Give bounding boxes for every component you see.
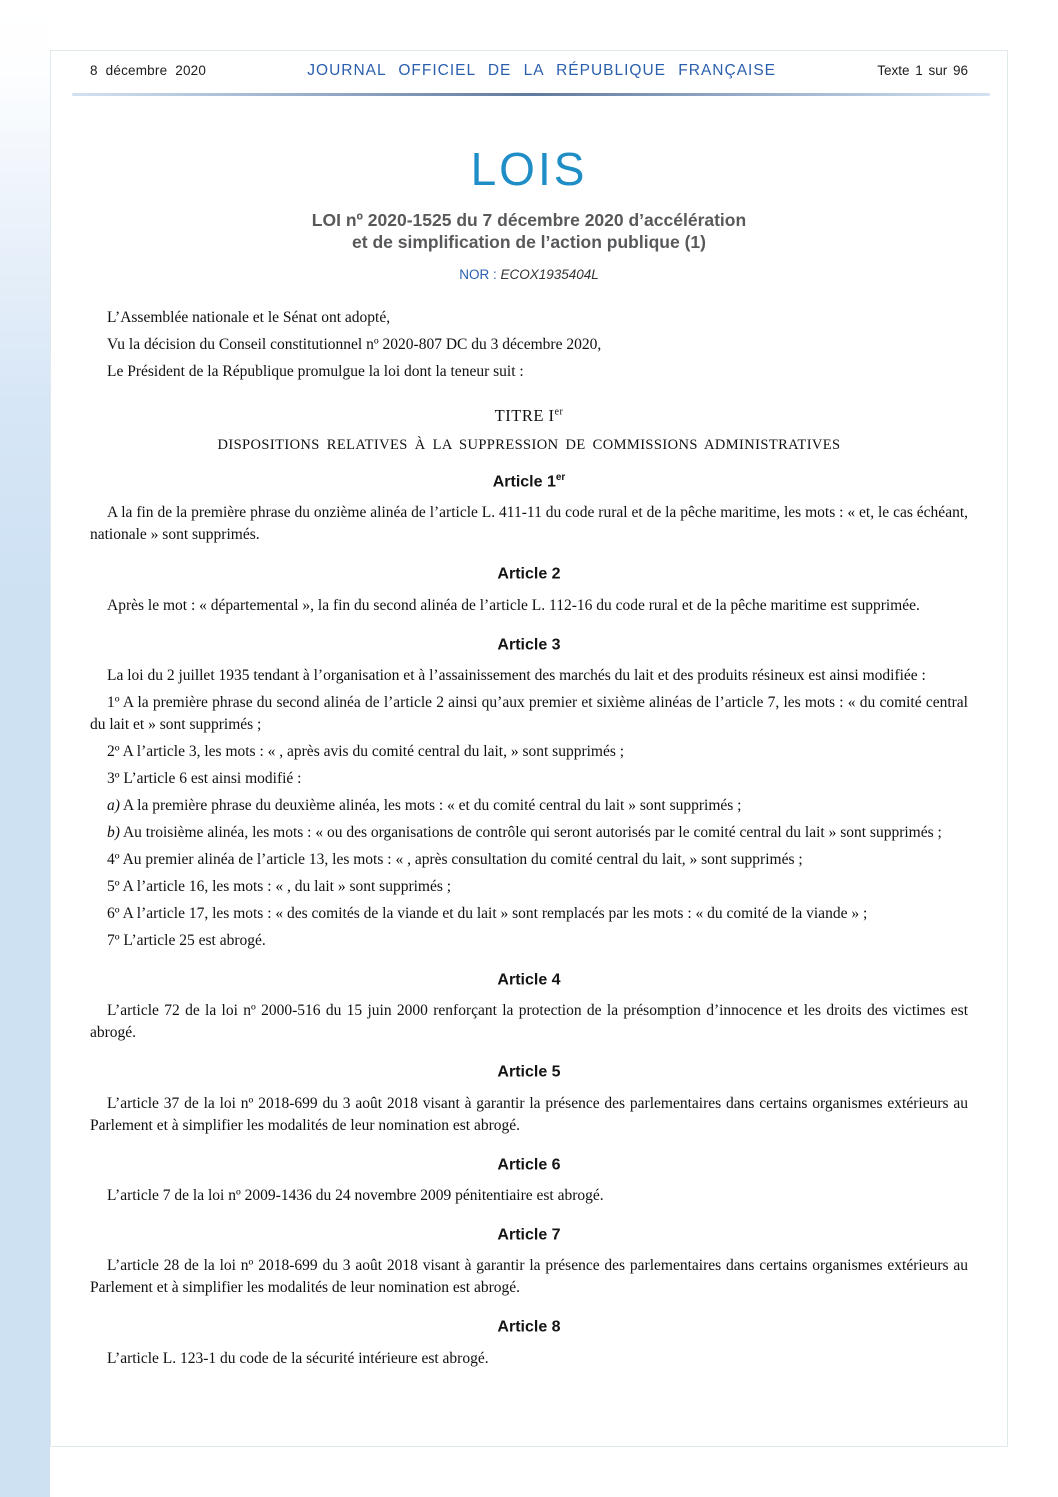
titre-heading bbox=[90, 406, 968, 426]
titre-label-sup: er bbox=[554, 406, 564, 418]
journal-header-title: JOURNAL OFFICIEL DE LA RÉPUBLIQUE FRANÇAISE bbox=[307, 62, 777, 79]
article-body bbox=[90, 1185, 968, 1207]
article-heading: Article 2 bbox=[497, 565, 561, 583]
article-paragraph: L’article 28 de la loi nº 2018-699 du 3 août 2018 visant à garantir la présence des parlementaires dans certains organismes extérieurs au Parlement et à simplifier les modalités de leur nomination est abrogé. bbox=[90, 1257, 968, 1297]
journal-header-date: 8 décembre 2020 bbox=[90, 63, 207, 78]
article-paragraph: 6º A l’article 17, les mots : « des comités de la viande et du lait » sont remplacés par les mots : « du comité de la viande » ; bbox=[107, 904, 868, 922]
article-body bbox=[90, 1348, 968, 1370]
article-body bbox=[90, 595, 968, 617]
preamble-paragraph: L’Assemblée nationale et le Sénat ont adopté, bbox=[107, 309, 391, 326]
document-page bbox=[50, 50, 1008, 1447]
article-heading: Article 3 bbox=[497, 635, 561, 653]
journal-header-ref: Texte 1 sur 96 bbox=[877, 63, 968, 78]
nor-line bbox=[90, 267, 968, 282]
titre-label: TITRE I bbox=[494, 406, 555, 425]
article-paragraph: L’article 37 de la loi nº 2018-699 du 3 août 2018 visant à garantir la présence des parlementaires dans certains organismes extérieurs au Parlement et à simplifier les modalités de leur nomination est abrogé. bbox=[90, 1094, 968, 1134]
article-paragraph: 7º L’article 25 est abrogé. bbox=[107, 931, 266, 949]
article-paragraph: Après le mot : « départemental », la fin du second alinéa de l’article L. 112-16 du code rural et de la pêche maritime est supprimée. bbox=[107, 596, 920, 614]
preamble-paragraph: Le Président de la République promulgue la loi dont la teneur suit : bbox=[107, 363, 524, 380]
article-paragraph: 4º Au premier alinéa de l’article 13, les mots : « , après consultation du comité central du lait, » sont supprimés ; bbox=[107, 850, 803, 868]
article-paragraph: L’article 72 de la loi nº 2000-516 du 15 juin 2000 renforçant la protection de la présomption d’innocence et les droits des victimes est abrogé. bbox=[90, 1002, 968, 1042]
article-heading: Article 7 bbox=[497, 1226, 561, 1244]
article-paragraph: 5º A l’article 16, les mots : « , du lait » sont supprimés ; bbox=[107, 877, 452, 895]
header-rule bbox=[72, 93, 990, 96]
journal-header bbox=[90, 62, 968, 80]
nor-label: NOR : bbox=[459, 267, 501, 282]
article-heading: Article 1er bbox=[492, 472, 566, 491]
law-title bbox=[90, 209, 968, 253]
titre-subtitle: DISPOSITIONS RELATIVES À LA SUPPRESSION DE COMMISSIONS ADMINISTRATIVES bbox=[217, 437, 841, 453]
article-paragraph: L’article 7 de la loi nº 2009-1436 du 24 novembre 2009 pénitentiaire est abrogé. bbox=[107, 1186, 604, 1204]
law-title-line1: LOI nº 2020-1525 du 7 décembre 2020 d’accélération bbox=[311, 210, 747, 230]
left-gradient-band bbox=[0, 0, 50, 1497]
article-paragraph: 3º L’article 6 est ainsi modifié : bbox=[107, 769, 302, 787]
article-body bbox=[90, 665, 968, 952]
article-body bbox=[90, 1000, 968, 1044]
article-paragraph: A la fin de la première phrase du onzième alinéa de l’article L. 411-11 du code rural et de la pêche maritime, les mots : « et, le cas échéant, nationale » sont supprimés. bbox=[90, 504, 968, 544]
preamble bbox=[90, 307, 968, 383]
article-body bbox=[90, 502, 968, 546]
article-heading: Article 5 bbox=[497, 1063, 561, 1081]
article-heading: Article 4 bbox=[497, 971, 561, 989]
section-title-lois: LOIS bbox=[470, 143, 588, 195]
article-paragraph: b) Au troisième alinéa, les mots : « ou des organisations de contrôle qui seront autorisés par le comité central du lait » sont supprimés ; bbox=[107, 823, 942, 841]
article-paragraph: La loi du 2 juillet 1935 tendant à l’organisation et à l’assainissement des marchés du lait et des produits résineux est ainsi modifiée : bbox=[107, 666, 926, 684]
article-paragraph: 1º A la première phrase du second alinéa de l’article 2 ainsi qu’aux premier et sixième alinéas de l’article 7, les mots : « du comité central du lait et » sont supprimés ; bbox=[90, 693, 968, 733]
nor-value: ECOX1935404L bbox=[500, 267, 599, 282]
article-paragraph: a) A la première phrase du deuxième alinéa, les mots : « et du comité central du lait » sont supprimés ; bbox=[107, 796, 742, 814]
article-body bbox=[90, 1255, 968, 1299]
law-title-line2: et de simplification de l’action publique (1) bbox=[352, 232, 706, 252]
preamble-paragraph: Vu la décision du Conseil constitutionnel nº 2020-807 DC du 3 décembre 2020, bbox=[107, 336, 602, 353]
article-paragraph: 2º A l’article 3, les mots : « , après avis du comité central du lait, » sont supprimés ; bbox=[107, 742, 625, 760]
article-heading: Article 8 bbox=[497, 1318, 561, 1336]
article-paragraph: L’article L. 123-1 du code de la sécurité intérieure est abrogé. bbox=[107, 1349, 489, 1367]
article-body bbox=[90, 1093, 968, 1137]
article-heading: Article 6 bbox=[497, 1155, 561, 1173]
